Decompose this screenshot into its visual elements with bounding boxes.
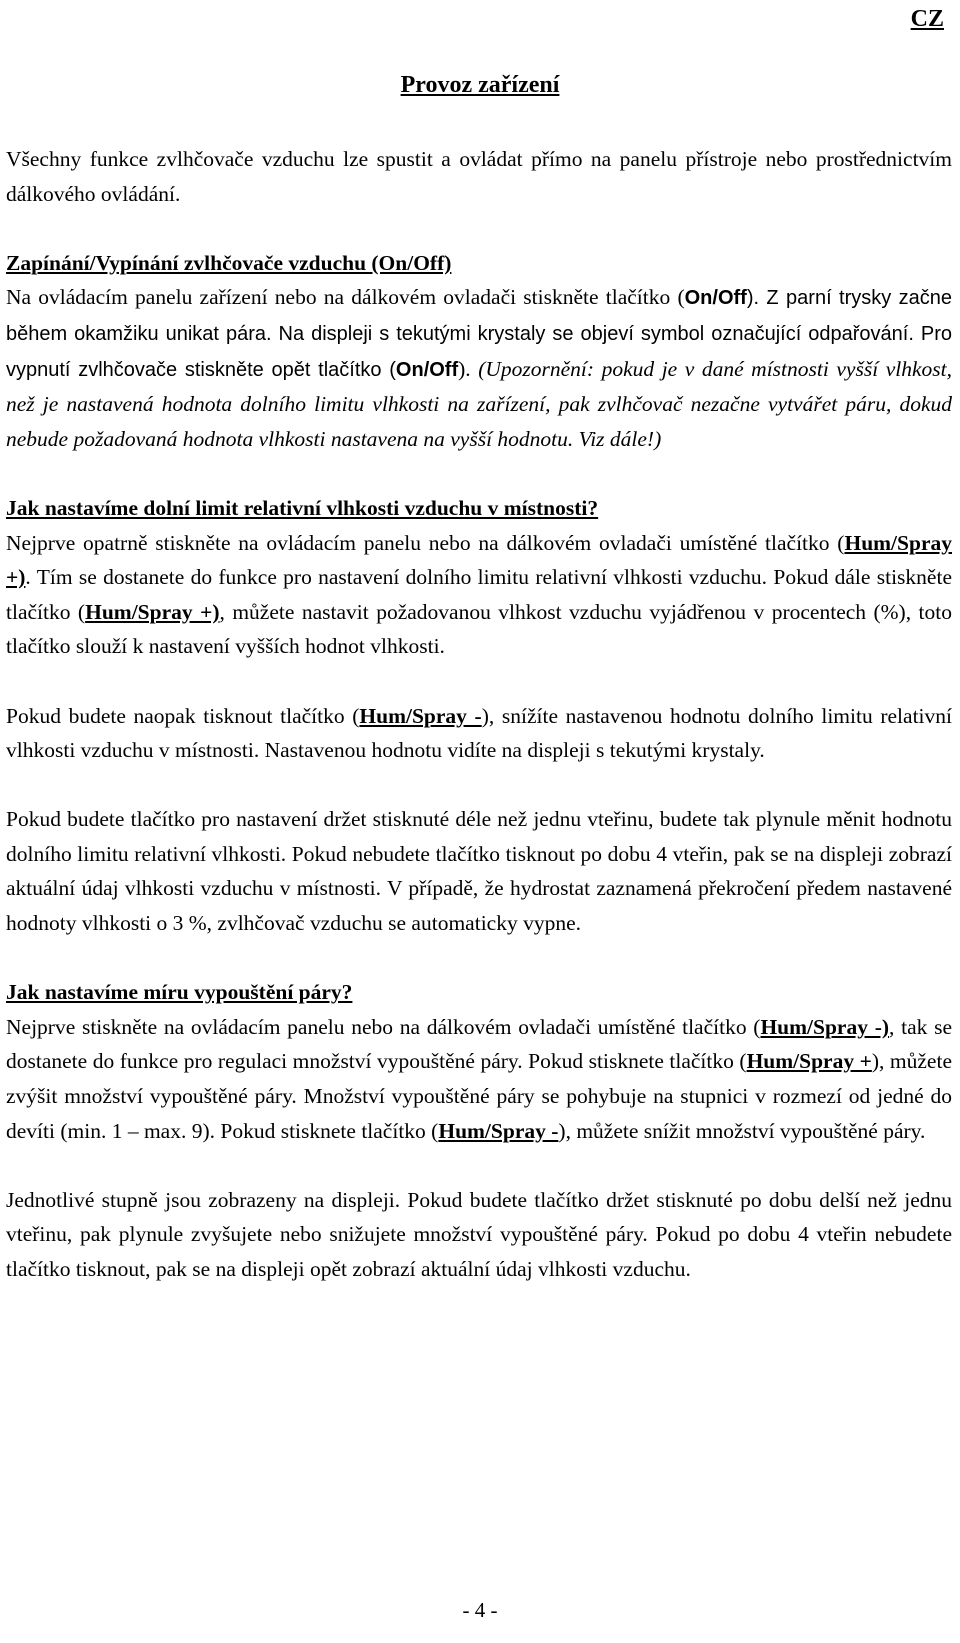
section-steam-p1 (6, 975, 952, 1148)
steam-p1-text-b: , tak se dostanete do funkce pro regulaci množství vypouštěné páry. Pokud stisknete tlačítko ( (6, 1014, 952, 1074)
steam-p1-text-c: ), můžete zvýšit množství vypouštěné páry. Množství vypouštěné páry se pohybuje na stupnici v rozmezí od jedné do devíti (min. 1 – max. 9). Pokud stisknete tlačítko ( (6, 1049, 952, 1143)
language-badge: CZ (910, 6, 944, 32)
humidity-p1-button-label-1: Hum/Spray +) (6, 530, 952, 590)
steam-p1-button-label-1: Hum/Spray -) (760, 1014, 890, 1039)
section-steam-p2: Jednotlivé stupně jsou zobrazeny na displeji. Pokud budete tlačítko držet stisknuté po dobu delší než jednu vteřinu, pak plynule zvyšujete nebo snižujete množství vypouštěné páry. Pokud po dobu 4 vteřin nebudete tlačítko tisknout, pak se na displeji opět zobrazí aktuální údaj vlhkosti vzduchu. (6, 1187, 952, 1281)
steam-p1-text-d: ), můžete snížit množství vypouštěné páry. (558, 1118, 926, 1143)
steam-p1-text-a: Nejprve stiskněte na ovládacím panelu nebo na dálkovém ovladači umístěné tlačítko ( (6, 1014, 761, 1039)
onoff-text-1: Na ovládacím panelu zařízení nebo na dálkovém ovladači stiskněte tlačítko ( (6, 285, 685, 310)
document-body (6, 142, 952, 1287)
paragraph-gap (6, 1148, 952, 1183)
paragraph-gap (6, 941, 952, 976)
onoff-button-label-2: On/Off (395, 358, 459, 381)
humidity-p2-text-b: ), snížíte nastavenou hodnotu dolního limitu relativní vlhkosti vzduchu v místnosti. Nastavenou hodnotu vidíte na displeji s tekutými krystaly. (6, 703, 952, 763)
onoff-text-2: ). Z parní trysky začne během okamžiku unikat pára. Na displeji s tekutými krystaly se objeví symbol označující odpařování. Pro vypnutí zvlhčovače stiskněte opět tlačítko ( (6, 287, 952, 381)
humidity-p2-text-a: Pokud budete naopak tisknout tlačítko ( (6, 703, 360, 728)
steam-p1-button-label-2: Hum/Spray + (746, 1049, 872, 1074)
page-title: Provoz zařízení (400, 72, 560, 98)
page-number: - 4 - (462, 1598, 498, 1622)
section-heading-humidity: Jak nastavíme dolní limit relativní vlhkosti vzduchu v místnosti? (6, 495, 599, 520)
paragraph-gap (6, 664, 952, 699)
humidity-p1-button-label-2: Hum/Spray +) (85, 599, 220, 624)
section-humidity-p3: Pokud budete tlačítko pro nastavení držet stisknuté déle než jednu vteřinu, budete tak plynule měnit hodnotu dolního limitu relativní vlhkosti. Pokud nebudete tlačítko tisknout po dobu 4 vteřin, pak se na displeji zobrazí aktuální údaj vlhkosti vzduchu v místnosti. V případě, že hydrostat zaznamená překročení předem nastavené hodnoty vlhkosti o 3 %, zvlhčovač vzduchu se automaticky vypne. (6, 807, 952, 936)
section-humidity-p1 (6, 491, 952, 664)
humidity-p1-text-c: , můžete nastavit požadovanou vlhkost vzduchu vyjádřenou v procentech (%), toto tlačítko slouží k nastavení vyšších hodnot vlhkosti. (6, 599, 952, 659)
section-heading-onoff: Zapínání/Vypínání zvlhčovače vzduchu (On/Off) (6, 250, 452, 275)
onoff-button-label-1: On/Off (684, 287, 747, 310)
humidity-p1-text-b: . Tím se dostanete do funkce pro nastavení dolního limitu relativní vlhkosti vzduchu. Pokud dále stiskněte tlačítko ( (6, 565, 952, 624)
onoff-note: (Upozornění: pokud je v dané místnosti vyšší vlhkost, než je nastavená hodnota dolního limitu vlhkosti na zařízení, pak zvlhčovač nezačne vytvářet páru, dokud nebude požadovaná hodnota vlhkosti nastavena na vyšší hodnotu. Viz dále!) (6, 356, 952, 451)
paragraph-gap (6, 456, 952, 491)
humidity-p2-button-label: Hum/Spray - (359, 703, 482, 728)
paragraph-gap (6, 768, 952, 803)
onoff-text-3: ). (458, 356, 479, 381)
paragraph-gap (6, 211, 952, 246)
humidity-p1-text-a: Nejprve opatrně stiskněte na ovládacím panelu nebo na dálkovém ovladači umístěné tlačítko ( (6, 530, 845, 555)
section-heading-steam: Jak nastavíme míru vypouštění páry? (6, 980, 353, 1005)
section-humidity-p2 (6, 699, 952, 768)
steam-p1-button-label-3: Hum/Spray - (438, 1118, 559, 1143)
intro-paragraph: Všechny funkce zvlhčovače vzduchu lze spustit a ovládat přímo na panelu přístroje nebo prostřednictvím dálkového ovládání. (6, 147, 952, 206)
section-onoff (6, 246, 952, 457)
